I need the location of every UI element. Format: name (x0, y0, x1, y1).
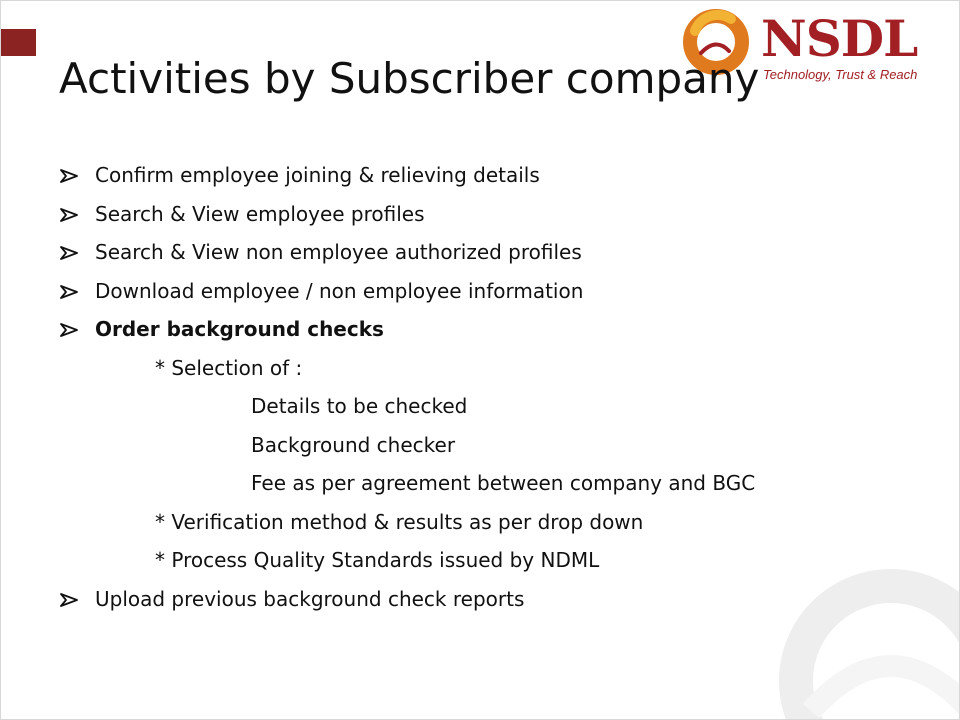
sub-item-text: * Selection of : (155, 355, 303, 380)
list-item (59, 195, 919, 234)
nested-item (59, 426, 919, 465)
list-item-text: Confirm employee joining & relieving details (95, 163, 540, 187)
list-item (59, 580, 919, 619)
accent-square (1, 29, 36, 56)
slide-title: Activities by Subscriber company (59, 54, 760, 103)
sub-item (59, 541, 919, 580)
arrow-bullet-icon (59, 245, 79, 261)
list-item-text: Upload previous background check reports (95, 586, 525, 611)
nested-item-text: Fee as per agreement between company and BGC (251, 471, 756, 495)
nested-item (59, 387, 919, 426)
list-item (59, 272, 919, 311)
nested-item-text: Background checker (251, 432, 456, 457)
arrow-bullet-icon (59, 322, 79, 338)
list-item (59, 156, 919, 195)
logo-tagline: Technology, Trust & Reach (763, 67, 918, 82)
sub-item-text: * Verification method & results as per drop down (155, 509, 644, 534)
sub-item (59, 503, 919, 542)
arrow-bullet-icon (59, 168, 79, 184)
arrow-bullet-icon (59, 284, 79, 300)
sub-item (59, 349, 919, 388)
list-item-bold (59, 310, 919, 349)
list-item (59, 233, 919, 272)
logo-brand-text: NSDL (761, 9, 918, 68)
list-item-text: Search & View non employee authorized profiles (95, 240, 582, 264)
bullet-list (59, 156, 919, 618)
sub-item-text: * Process Quality Standards issued by NDML (155, 548, 600, 572)
list-item-text: Order background checks (95, 317, 384, 341)
nested-item-text: Details to be checked (251, 394, 468, 418)
list-item-text: Download employee / non employee information (95, 278, 584, 303)
arrow-bullet-icon (59, 592, 79, 608)
nested-item (59, 464, 919, 503)
arrow-bullet-icon (59, 207, 79, 223)
list-item-text: Search & View employee profiles (95, 201, 425, 226)
